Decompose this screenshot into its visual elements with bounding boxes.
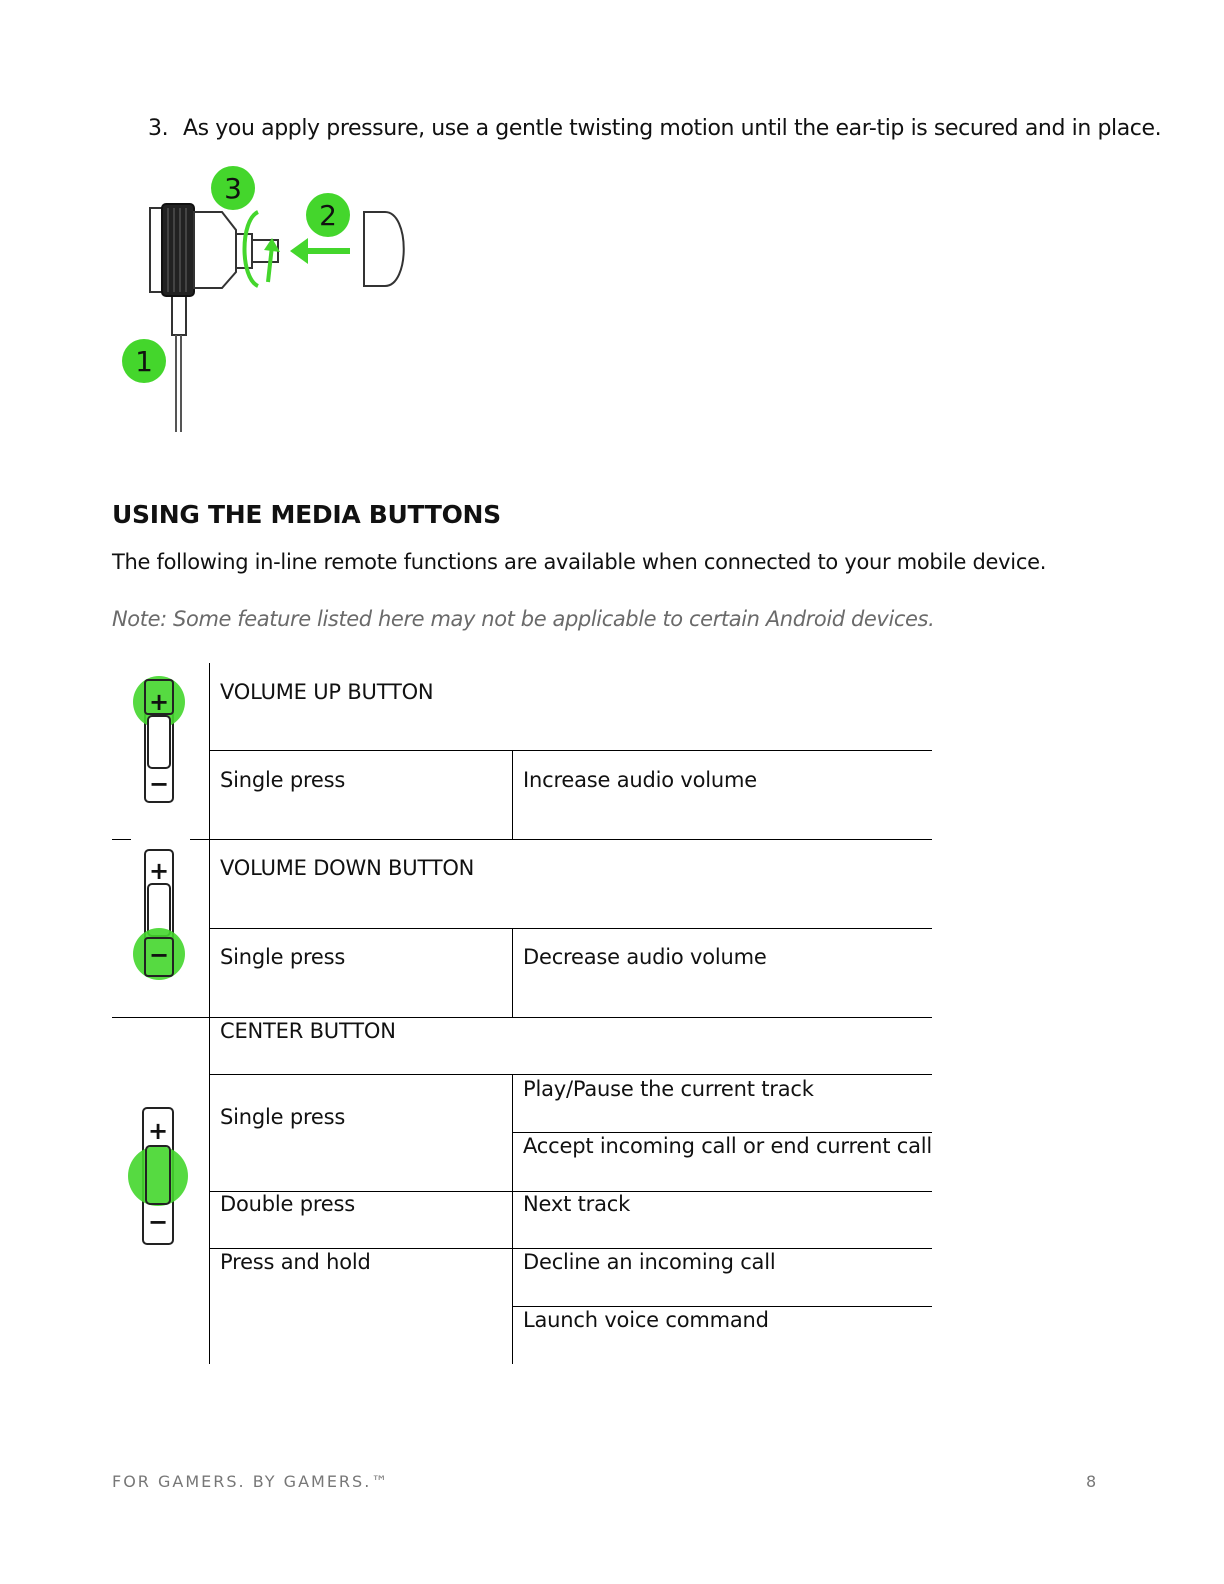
page-number: 8: [1086, 1472, 1097, 1491]
earphone-body: [150, 204, 278, 296]
plus-glyph: +: [148, 857, 170, 885]
section-intro: The following in-line remote functions are available when connected to your mobile device.: [112, 550, 1047, 574]
plus-glyph: +: [147, 1117, 169, 1145]
volume-up-action: Single press: [220, 768, 346, 792]
ear-tip: [364, 212, 404, 286]
table-hline: [209, 1074, 932, 1075]
table-vline-mid-volup: [512, 750, 513, 840]
table-hline: [209, 928, 932, 929]
plus-glyph: +: [148, 688, 170, 716]
center-hold-action: Press and hold: [220, 1250, 371, 1274]
footer-tagline: FOR GAMERS. BY GAMERS.™: [112, 1472, 390, 1491]
cable: [172, 295, 186, 432]
center-single-result-2: Accept incoming call or end current call: [523, 1134, 933, 1158]
step-number: 3.: [148, 116, 169, 141]
volume-down-result: Decrease audio volume: [523, 945, 767, 969]
volume-down-action: Single press: [220, 945, 346, 969]
callout-2: [306, 193, 350, 237]
center-single-action: Single press: [220, 1105, 346, 1129]
table-vline-mid-voldown: [512, 928, 513, 1017]
callout-1-label: 1: [135, 345, 153, 378]
section-heading: USING THE MEDIA BUTTONS: [112, 500, 501, 529]
remote-center-icon: [126, 1100, 192, 1252]
callout-2-label: 2: [319, 199, 337, 232]
center-hold-result-2: Launch voice command: [523, 1308, 769, 1332]
callout-1: [122, 339, 166, 383]
center-single-result-1: Play/Pause the current track: [523, 1077, 814, 1101]
minus-glyph: −: [147, 1208, 169, 1236]
table-vline-left: [209, 663, 210, 1364]
remote-volume-up-icon: [128, 670, 192, 810]
push-arrow: [290, 238, 350, 264]
minus-glyph: −: [148, 770, 170, 798]
minus-glyph: −: [148, 941, 170, 969]
volume-up-title: VOLUME UP BUTTON: [220, 680, 434, 704]
table-vline-mid-center: [512, 1074, 513, 1364]
center-hold-result-1: Decline an incoming call: [523, 1250, 776, 1274]
remote-volume-down-icon: [128, 842, 192, 987]
callout-3-label: 3: [224, 172, 242, 205]
table-hline: [209, 1248, 932, 1249]
table-hline: [112, 1017, 932, 1018]
center-title: CENTER BUTTON: [220, 1019, 396, 1043]
eartip-illustration: [110, 160, 420, 440]
step-text: As you apply pressure, use a gentle twisting motion until the ear-tip is secured and in place.: [183, 116, 1162, 141]
step-3: [148, 116, 1161, 141]
volume-down-title: VOLUME DOWN BUTTON: [220, 856, 475, 880]
callout-3: [211, 166, 255, 210]
table-hline: [512, 1132, 932, 1133]
center-double-result: Next track: [523, 1192, 631, 1216]
table-hline: [112, 839, 131, 840]
table-hline: [190, 839, 932, 840]
section-note: Note: Some feature listed here may not be applicable to certain Android devices.: [112, 607, 935, 631]
table-hline: [209, 750, 932, 751]
table-hline: [512, 1306, 932, 1307]
volume-up-result: Increase audio volume: [523, 768, 758, 792]
center-double-action: Double press: [220, 1192, 355, 1216]
